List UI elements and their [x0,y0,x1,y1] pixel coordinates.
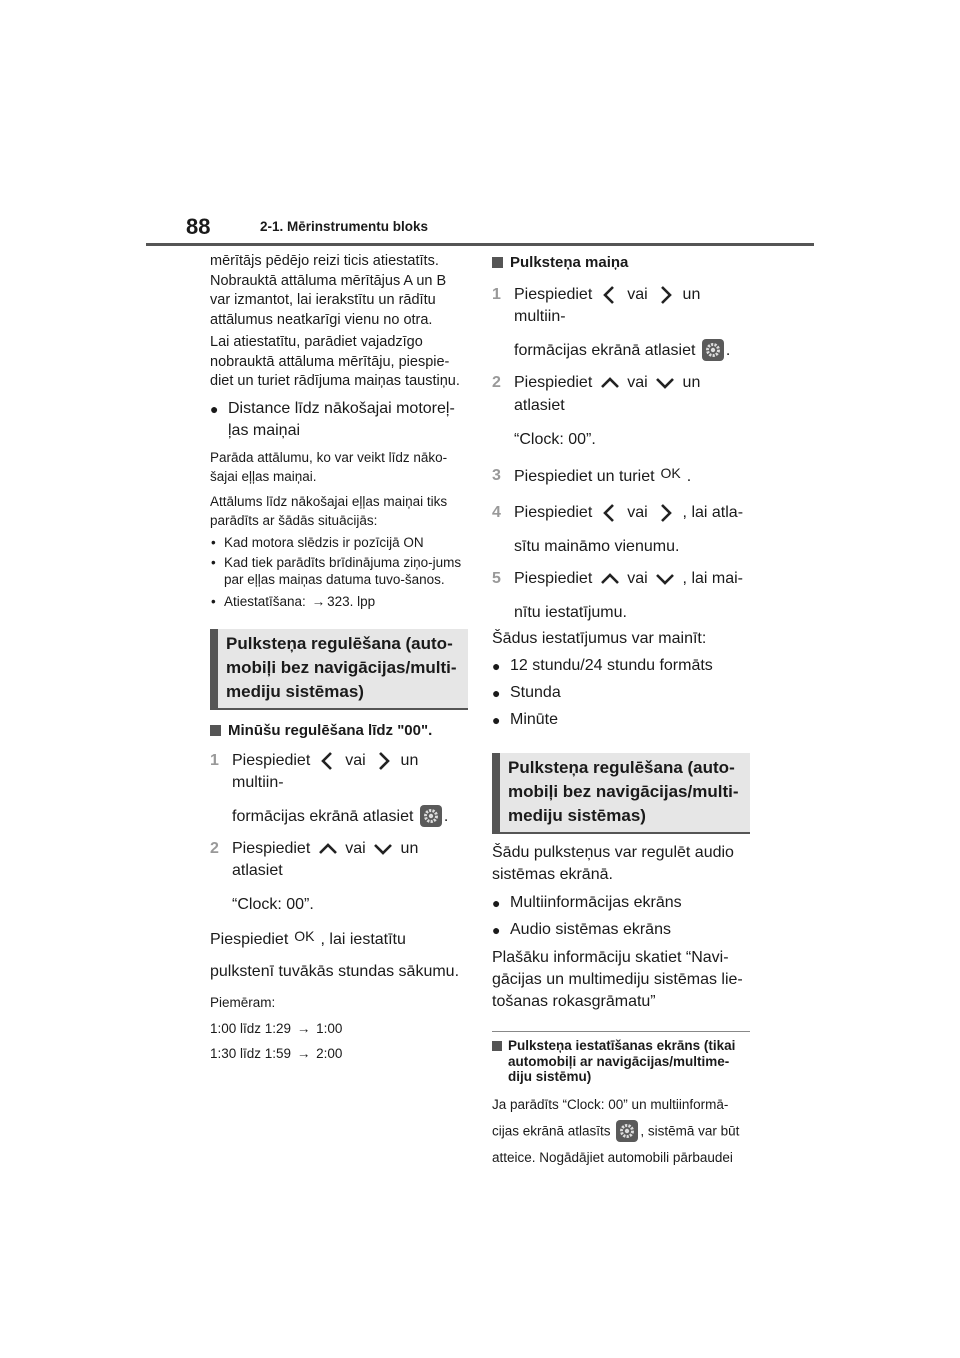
step-text: vai [627,503,648,521]
gear-icon[interactable] [420,805,442,827]
step-text: vai [627,570,648,588]
step-number: 1 [492,286,501,303]
note-body-line: Ja parādīts “Clock: 00” un multiinformā- [492,1096,729,1112]
box-body: Šādu pulksteņus var regulēt audio sistēmas ekrānā. [492,844,734,884]
example-from: 1:00 līdz 1:29 [210,1020,292,1036]
step-number: 5 [492,569,501,587]
step-5 [492,568,750,624]
step-number: 1 [210,751,219,769]
right-column [492,252,750,1168]
section-box-heading: Pulksteņa regulēšana (auto-mobiļi bez navigācijas/multi-mediju sistēmas) [492,753,750,834]
header-rule [146,243,814,246]
step-text: un multiin- [514,286,701,326]
step-2 [210,838,468,916]
page-reference-link[interactable]: 323. lpp [327,594,376,609]
example-to: 1:00 [316,1020,343,1036]
example-from: 1:30 līdz 1:59 [210,1046,292,1062]
step-text: un atlasiet [514,374,701,414]
list-item: ● Multiinformācijas ekrāns [492,892,750,914]
note-body-line [492,1121,750,1143]
list-item: ● Audio sistēmas ekrāns [492,919,750,941]
press-ok-paragraph [210,928,468,951]
oil-change-body-2: Attālums līdz nākošajai eļļas maiņai tiks parādīts ar šādās situācijās: [210,493,448,528]
example-label: Piemēram: [210,995,276,1011]
arrow-right-icon: → [296,1020,311,1036]
press-ok-paragraph-cont: pulkstenī tuvākās stundas sākumu. [210,963,460,981]
note-divider [492,1031,750,1032]
step-text: Piespiediet [514,286,593,304]
page-number: 88 [186,214,211,239]
step-text: un multiin- [232,751,419,791]
chevron-left-icon[interactable] [317,750,339,772]
step-3: 3 Piespiediet un turiet OK . [492,464,692,485]
example-to: 2:00 [316,1046,343,1062]
paragraph-text: , lai iestatītu [320,931,406,949]
step-text: formācijas ekrānā atlasiet [514,342,696,360]
list-item: • Kad motora slēdzis ir pozīcijā ON [210,535,468,552]
ok-button-icon[interactable]: OK [294,928,315,945]
step-1: 1 Piespiediet vai un multiin- formācijas ekrānā atlasiet . [210,751,449,825]
step-1: 1 Piespiediet vai un multiin- formācijas ekrānā atlasiet . [492,286,731,360]
settings-intro: Šādus iestatījumus var mainīt: [492,630,707,648]
reset-reference [210,594,468,611]
chevron-right-icon[interactable] [654,502,676,524]
step-text: , lai atla- [682,503,744,521]
chevron-up-icon[interactable] [317,838,339,860]
step-number: 3 [492,466,501,484]
reset-label: Atiestatīšana: [224,594,310,609]
step-text: un atlasiet [232,840,419,880]
step-text: vai [345,840,366,858]
step-text: Piespiediet [232,751,311,769]
chevron-right-icon[interactable] [372,750,394,772]
step-text: Piespiediet [514,570,593,588]
note-body-line: atteice. Nogādājiet automobili pārbaudei [492,1150,733,1166]
step-text: “Clock: 00”. [232,896,314,914]
step-number: 2 [492,374,501,392]
subheading-minutes: Minūšu regulēšana līdz "00". [210,720,468,742]
example-row [210,1044,468,1064]
oil-change-body-1: Parāda attālumu, ko var veikt līdz nāko-šajai eļļas maiņai. [210,449,448,484]
oil-change-heading: ● Distance līdz nākošajai motoreļ-ļas maiņai [210,398,468,442]
gear-icon[interactable] [702,339,724,361]
ok-button-icon[interactable]: OK [660,464,681,481]
step-text: Piespiediet [232,840,311,858]
step-number: 2 [210,839,219,857]
list-item: ● Stunda [492,682,750,704]
step-text: , lai mai- [682,570,743,588]
chevron-down-icon[interactable] [654,372,676,394]
step-text: formācijas ekrānā atlasiet [232,807,414,825]
chevron-left-icon[interactable] [599,502,621,524]
chevron-down-icon[interactable] [372,838,394,860]
list-item: ● Minūte [492,709,750,731]
chevron-down-icon[interactable] [654,568,676,590]
step-text: vai [627,286,648,304]
step-text: nītu iestatījumu. [514,604,627,622]
intro-paragraph-1: mērītājs pēdējo reizi ticis atiestatīts. Nobrauktā attāluma mērītājus A un B var izmantot, lai ierakstītu un rādītu attālumus neatkarīgi vienu no otra. [210,253,447,328]
arrow-right-icon: → [311,594,326,609]
step-text: vai [627,374,648,392]
step-text: vai [345,751,366,769]
chevron-up-icon[interactable] [599,568,621,590]
chevron-up-icon[interactable] [599,372,621,394]
intro-paragraph-2: Lai atiestatītu, parādiet vajadzīgo nobrauktā attāluma mērītāju, piespie-diet un turiet rādījuma maiņas taustiņu. [210,334,460,389]
step-4 [492,502,750,558]
subheading-clock-change: Pulksteņa maiņa [492,252,750,274]
section-box-heading: Pulksteņa regulēšana (auto-mobiļi bez navigācijas/multi-mediju sistēmas) [210,629,468,710]
step-text: Piespiediet un turiet [514,467,655,485]
chevron-right-icon[interactable] [654,284,676,306]
chevron-left-icon[interactable] [599,284,621,306]
step-text: Piespiediet [514,503,593,521]
note-text: cijas ekrānā atlasīts [492,1123,611,1139]
note-text: , sistēmā var būt [640,1123,740,1139]
step-text: sītu maināmo vienumu. [514,537,680,555]
note-heading: Pulksteņa iestatīšanas ekrāns (tikai automobiļi ar navigācijas/multime-diju sistēmu) [492,1038,750,1085]
list-item: • Kad tiek parādīts brīdinājuma ziņo-jums par eļļas maiņas datuma tuvo-šanos. [210,555,468,588]
more-info: Plašāku informāciju skatiet “Navi-gācijas un multimediju sistēmas lie-tošanas rokasgrāmatu” [492,949,743,1011]
gear-icon[interactable] [616,1120,638,1142]
section-title: 2-1. Mērinstrumentu bloks [260,219,429,234]
step-text: Piespiediet [514,374,593,392]
list-item: ● 12 stundu/24 stundu formāts [492,655,750,677]
step-text: “Clock: 00”. [514,430,596,448]
paragraph-text: Piespiediet [210,931,289,949]
step-number: 4 [492,503,501,521]
step-2 [492,372,750,450]
left-column [210,252,468,1064]
example-row [210,1019,468,1039]
arrow-right-icon: → [296,1046,311,1062]
